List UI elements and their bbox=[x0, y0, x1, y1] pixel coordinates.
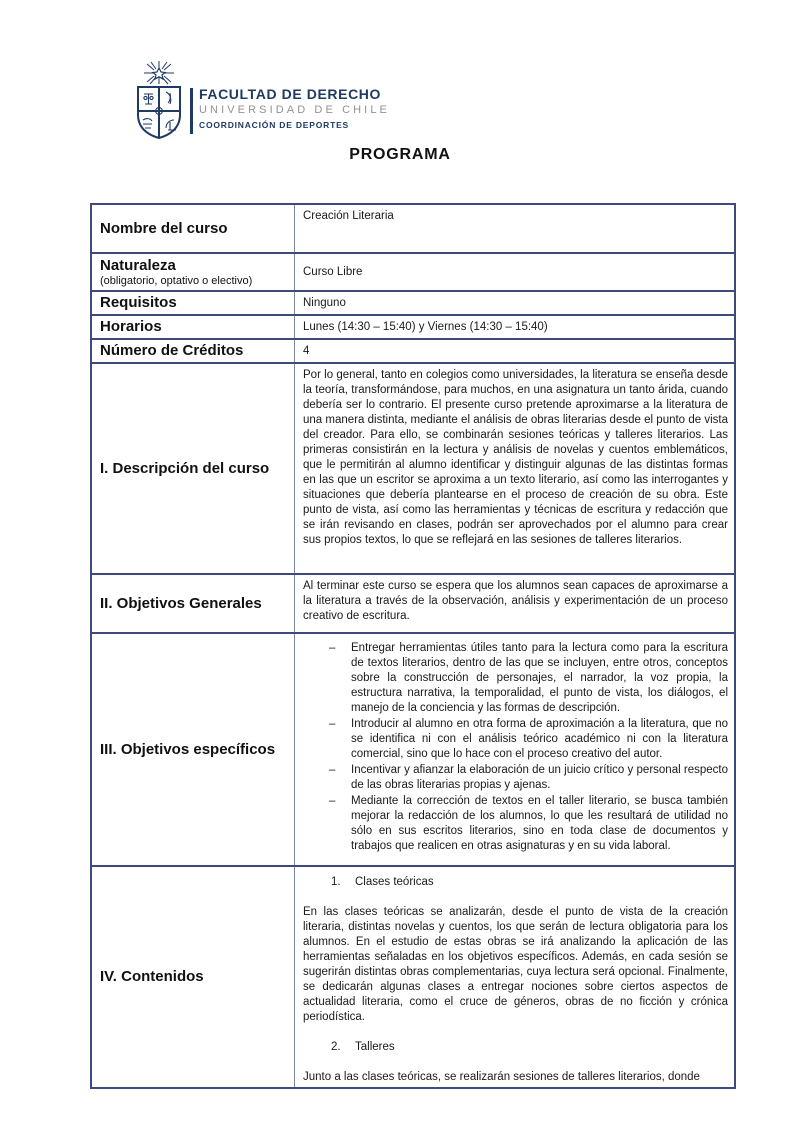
page-title: PROGRAMA bbox=[349, 146, 451, 163]
university-crest-icon bbox=[130, 60, 188, 140]
row-value: 4 bbox=[303, 344, 310, 357]
row-label: Requisitos bbox=[100, 294, 177, 311]
row-label-cell bbox=[92, 634, 295, 865]
row-label: III. Objetivos específicos bbox=[100, 740, 276, 758]
table-row-contenidos bbox=[92, 865, 734, 1087]
row-value: Lunes (14:30 – 15:40) y Viernes (14:30 – 15:40) bbox=[303, 320, 548, 333]
content-paragraph: Junto a las clases teóricas, se realizarán sesiones de talleres literarios, donde bbox=[303, 1071, 700, 1083]
row-label-cell bbox=[92, 254, 295, 290]
row-label: Número de Créditos bbox=[100, 342, 244, 359]
item-number: 1. bbox=[331, 876, 341, 888]
bullet-text: Entregar herramientas útiles tanto para la lectura como para la escritura de textos literarios, dentro de las que se incluyen, entre otros, conceptos sobre la construcción de personajes, el narrador, la voz propia, la estructura narrativa, la temporalidad, el punto de vista, los diálogos, el manejo de la conciencia y las formas de descripción. bbox=[351, 642, 728, 714]
row-value: Por lo general, tanto en colegios como universidades, la literatura se enseña desde la teoría, transformándose, para muchos, en una asignatura un tanto árida, cuando debería ser lo contrario. El presente curso pretende aproximarse a la literatura de una manera distinta, mediante el análisis de obras literarias desde el punto de vista del creador. Para ello, se combinarán sesiones teóricas y talleres literarios. Las primeras consistirán en la lectura y análisis de novelas y cuentos emblemáticos, que le permitirán al alumno identificar y distinguir algunas de las distintas formas en las que un escritor se aproxima a un texto literario, así como las interrogantes y situaciones que debería plantearse en el proceso de creación de su obra. Este punto de vista, así como las herramientas y técnicas de escritura y redacción que se irán revisando en clases, podrán ser aprovechados por el alumno para crear sus propios textos, lo que se reflejará en las sesiones de talleres literarios. bbox=[303, 369, 728, 546]
university-logo bbox=[130, 60, 390, 140]
row-label-cell bbox=[92, 316, 295, 338]
item-title: Clases teóricas bbox=[355, 876, 434, 888]
row-sublabel: (obligatorio, optativo o electivo) bbox=[100, 274, 253, 287]
row-value bbox=[295, 867, 734, 1087]
row-label: Nombre del curso bbox=[100, 219, 228, 237]
bullet-marker: – bbox=[329, 642, 336, 654]
row-label-cell bbox=[92, 364, 295, 573]
table-row-objetivos-especificos bbox=[92, 632, 734, 865]
list-item bbox=[303, 717, 728, 762]
item-number: 2. bbox=[331, 1041, 341, 1053]
row-label: I. Descripción del curso bbox=[100, 459, 270, 477]
row-label: Horarios bbox=[100, 318, 162, 335]
row-label-cell bbox=[92, 205, 295, 252]
list-item bbox=[303, 763, 728, 793]
list-item bbox=[303, 641, 728, 716]
logo-divider bbox=[190, 88, 193, 134]
row-value: Curso Libre bbox=[303, 265, 363, 278]
bullet-list bbox=[303, 636, 728, 854]
table-row-horarios bbox=[92, 314, 734, 338]
logo-university-name: UNIVERSIDAD DE CHILE bbox=[199, 104, 390, 116]
list-item bbox=[303, 794, 728, 854]
table-row-objetivos-generales bbox=[92, 573, 734, 632]
numbered-heading bbox=[303, 1040, 728, 1055]
program-table bbox=[90, 203, 736, 1089]
bullet-marker: – bbox=[329, 718, 336, 730]
bullet-text: Incentivar y afianzar la elaboración de un juicio crítico y personal respecto de las obras literarias propias y ajenas. bbox=[351, 764, 728, 791]
table-row-naturaleza bbox=[92, 252, 734, 290]
row-label-cell bbox=[92, 867, 295, 1087]
bullet-text: Mediante la corrección de textos en el taller literario, se busca también mejorar la redacción de los alumnos, lo que les resultará de utilidad no sólo en sus escritos literarios, sino en toda clase de documentos y trabajos que realicen en otras asignaturas y en su vida laboral. bbox=[351, 795, 728, 852]
row-label: II. Objetivos Generales bbox=[100, 594, 262, 612]
content-paragraph: En las clases teóricas se analizarán, desde el punto de vista de la creación literaria, distintas novelas y cuentos, los que serán de lectura obligatoria para los alumnos. En el estudio de estas obras se irá analizando la aplicación de las herramientas señaladas en los objetivos específicos. Además, en cada sesión se sugerirán distintas obras complementarias, cuya lectura será opcional. Finalmente, se dedicarán algunas clases a entregar nociones sobre ciertos aspectos de actualidad literaria, como el cruce de géneros, obras de no ficción y crónica periodística. bbox=[303, 906, 728, 1023]
row-value: Ninguno bbox=[303, 296, 346, 309]
logo-faculty-name: FACULTAD DE DERECHO bbox=[199, 86, 381, 102]
item-title: Talleres bbox=[355, 1041, 395, 1053]
row-value bbox=[295, 634, 734, 865]
logo-text bbox=[199, 60, 390, 131]
row-value: Creación Literaria bbox=[303, 210, 394, 222]
row-label-cell bbox=[92, 575, 295, 632]
numbered-heading bbox=[303, 875, 728, 890]
bullet-text: Introducir al alumno en otra forma de aproximación a la literatura, que no se identifica ni con el análisis teórico académico ni con la literatura comercial, sino que lo hace con el proceso creativo del autor. bbox=[351, 718, 728, 760]
row-value: Al terminar este curso se espera que los alumnos sean capaces de aproximarse a la literatura a través de la observación, análisis y experimentación de un proceso creativo de escritura. bbox=[303, 580, 728, 622]
row-label-cell bbox=[92, 340, 295, 362]
bullet-marker: – bbox=[329, 764, 336, 776]
row-label: Naturaleza bbox=[100, 256, 176, 274]
table-row-descripcion bbox=[92, 362, 734, 573]
table-row-nombre bbox=[92, 205, 734, 252]
row-label: IV. Contenidos bbox=[100, 968, 204, 985]
table-row-creditos bbox=[92, 338, 734, 362]
logo-department-name: COORDINACIÓN DE DEPORTES bbox=[199, 120, 350, 130]
table-row-requisitos bbox=[92, 290, 734, 314]
row-label-cell bbox=[92, 292, 295, 314]
bullet-marker: – bbox=[329, 795, 336, 807]
